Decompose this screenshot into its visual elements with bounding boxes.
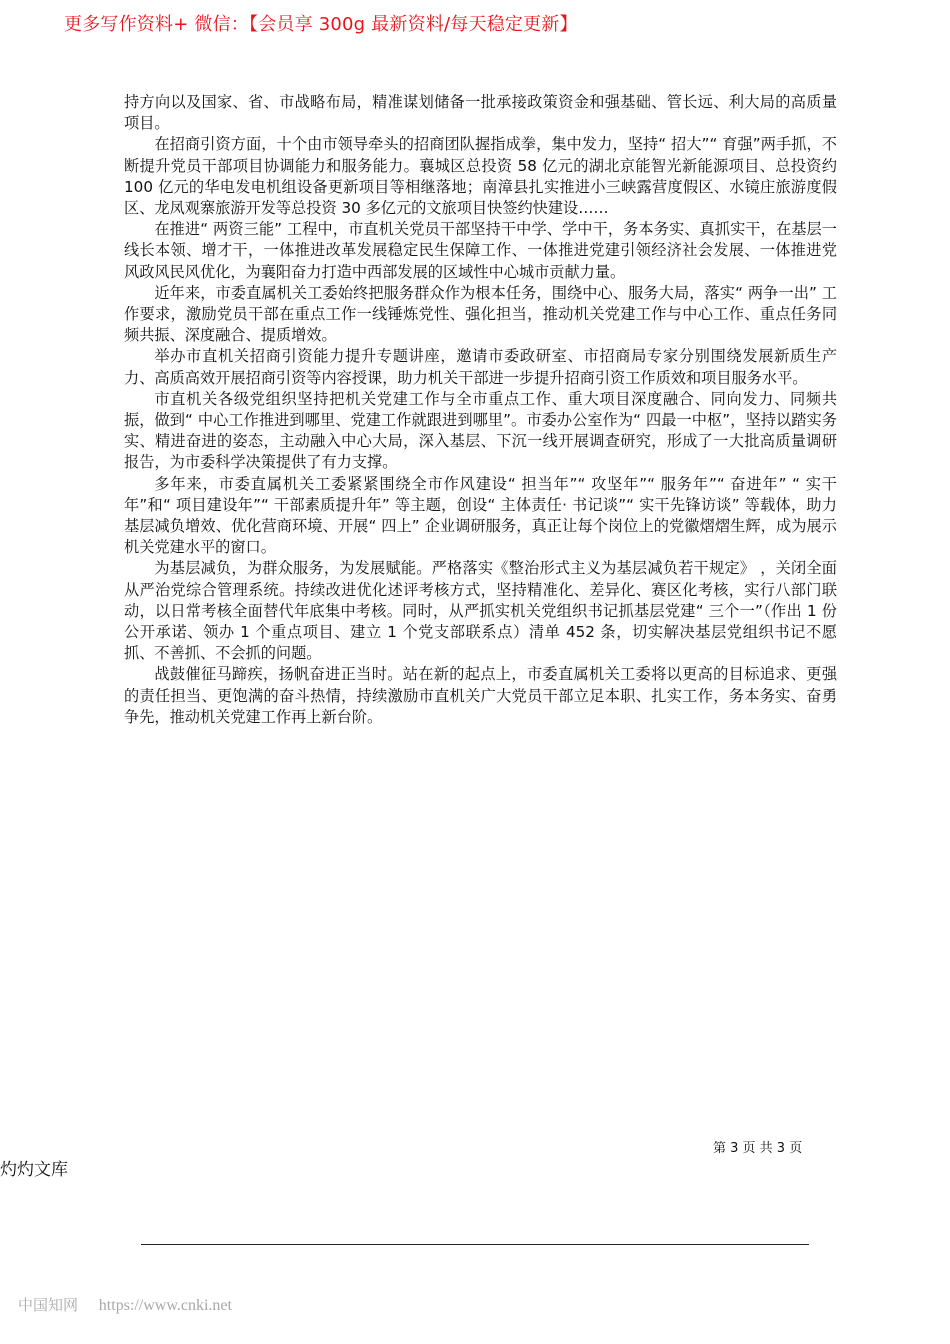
cnki-name: 中国知网 — [18, 1296, 79, 1314]
footer-divider — [141, 1244, 809, 1245]
paragraph: 近年来，市委直属机关工委始终把服务群众作为根本任务，围绕中心、服务大局，落实“ 两争一出” 工作要求，激励党员干部在重点工作一线锤炼党性、强化担当，推动机关党建工作与中心工作、重点任务同频共振、深度融合、提质增效。 — [124, 283, 837, 345]
paragraph: 在推进“ 两资三能” 工程中，市直机关党员干部坚持干中学、学中干，务本务实、真抓实干，在基层一线长本领、增才干，一体推进改革发展稳定民生保障工作、一体推进党建引领经济社会发展、一体推进党风政风民风优化，为襄阳奋力打造中西部发展的区域性中心城市贡献力量。 — [124, 220, 837, 281]
promo-banner: 更多写作资料+ 微信：【会员享 300g 最新资料/每天稳定更新】 — [64, 14, 578, 35]
paragraph: 市直机关各级党组织坚持把机关党建工作与全市重点工作、重大项目深度融合、同向发力、同频共振，做到“ 中心工作推进到哪里、党建工作就跟进到哪里”。市委办公室作为“ 四最一中枢”，坚持以踏实务实、精进奋进的姿态，主动融入中心大局，深入基层、下沉一线开展调查研究，形成了一大批高质量调研报告，为市委科学决策提供了有力支撑。 — [124, 389, 837, 472]
cnki-footer — [18, 1294, 232, 1317]
paragraph: 在招商引资方面，十个由市领导牵头的招商团队握指成拳，集中发力，坚持“ 招大”“ 育强”两手抓，不断提升党员干部项目协调能力和服务能力。襄城区总投资 58 亿元的湖北京能智光新能源项目、总投资约 100 亿元的华电发电机组设备更新项目等相继落地；南漳县扎实推进小三峡露营度假区、水镜庄旅游度假区、龙凤观寨旅游开发等总投资 30 多亿元的文旅项目快签约快建设…… — [124, 135, 837, 218]
paragraph: 举办市直机关招商引资能力提升专题讲座，邀请市委政研室、市招商局专家分别围绕发展新质生产力、高质高效开展招商引资等内容授课，助力机关干部进一步提升招商引资工作质效和项目服务水平。 — [124, 347, 837, 387]
paragraph: 持方向以及国家、省、市战略布局，精准谋划储备一批承接政策资金和强基础、管长远、利大局的高质量项目。 — [124, 93, 837, 133]
paragraph: 战鼓催征马蹄疾，扬帆奋进正当时。站在新的起点上，市委直属机关工委将以更高的目标追求、更强的责任担当、更饱满的奋斗热情，持续激励市直机关广大党员干部立足本职、扎实工作，务本务实、奋勇争先，推动机关党建工作再上新台阶。 — [124, 665, 837, 726]
paragraph: 多年来，市委直属机关工委紧紧围绕全市作风建设“ 担当年”“ 攻坚年”“ 服务年”“ 奋进年” “ 实干年”和“ 项目建设年”“ 干部素质提升年” 等主题，创设“ 主体责任· 书记谈”“ 实干先锋访谈” 等载体，助力基层减负增效、优化营商环境、开展“ 四上” 企业调研服务，真正让每个岗位上的党徽熠熠生辉，成为展示机关党建水平的窗口。 — [124, 474, 837, 557]
paragraph: 为基层减负，为群众服务，为发展赋能。严格落实《整治形式主义为基层减负若干规定》 ，关闭全面从严治党综合管理系统。持续改进优化述评考核方式，坚持精准化、差异化、赛区化考核，实行八部门联动，以日常考核全面替代年底集中考核。同时，从严抓实机关党组织书记抓基层党建“ 三个一”（作出 1 份公开承诺、领办 1 个重点项目、建立 1 个党支部联系点）清单 452 条，切实解决基层党组织书记不愿抓、不善抓、不会抓的问题。 — [124, 559, 837, 663]
cnki-url-link[interactable]: https://www.cnki.net — [98, 1297, 232, 1314]
page-number: 第 3 页 共 3 页 — [713, 1141, 803, 1156]
library-watermark: 灼灼文库 — [0, 1160, 68, 1180]
document-body — [124, 92, 837, 728]
